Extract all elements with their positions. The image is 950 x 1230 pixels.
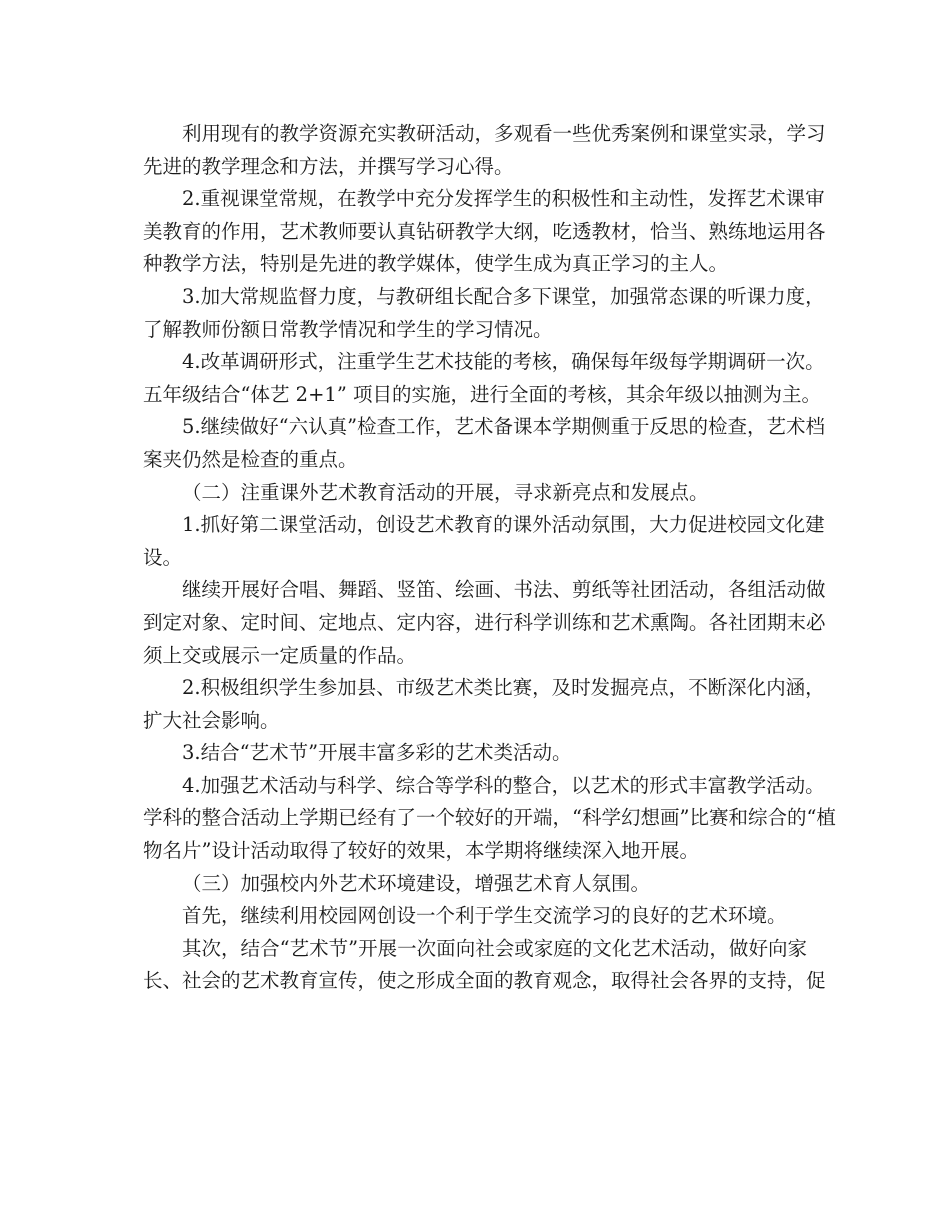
- paragraph: [143, 346, 825, 411]
- paragraph-line: 4.加强艺术活动与科学、综合等学科的整合，以艺术的形式丰富教学活动。: [182, 773, 825, 797]
- paragraph-line: 3.结合“艺术节”开展丰富多彩的艺术类活动。: [182, 741, 572, 765]
- paragraph: [143, 411, 826, 476]
- paragraph: [143, 900, 807, 933]
- paragraph-line: （三）加强校内外艺术环境建设，增强艺术育人氛围。: [182, 871, 651, 895]
- paragraph: [143, 737, 807, 770]
- paragraph-line: 种教学方法，特别是先进的教学媒体，使学生成为真正学习的主人。: [143, 252, 729, 276]
- paragraph-line: 5.继续做好“六认真”检查工作，艺术备课本学期侧重于反思的检查，艺术档: [182, 415, 826, 439]
- paragraph-line: 2.积极组织学生参加县、市级艺术类比赛，及时发掘亮点，不断深化内涵，: [182, 676, 825, 700]
- paragraph: [143, 770, 836, 868]
- paragraph: [143, 672, 825, 737]
- paragraph-line: 长、社会的艺术教育宣传，使之形成全面的教育观念，取得社会各界的支持，促: [143, 969, 826, 993]
- paragraph-line: 学科的整合活动上学期已经有了一个较好的开端，“科学幻想画”比赛和综合的“植: [143, 806, 836, 830]
- paragraph: [143, 574, 826, 672]
- paragraph-line: 扩大社会影响。: [143, 708, 280, 732]
- paragraph: [143, 868, 807, 901]
- paragraph-line: （二）注重课外艺术教育活动的开展，寻求新亮点和发展点。: [182, 480, 709, 504]
- paragraph-line: 五年级结合“体艺 2+1” 项目的实施，进行全面的考核，其余年级以抽测为主。: [143, 382, 821, 406]
- paragraph: [143, 933, 826, 998]
- paragraph: [143, 183, 826, 281]
- paragraph-line: 利用现有的教学资源充实教研活动，多观看一些优秀案例和课堂实录，学习: [182, 122, 826, 145]
- paragraph-line: 首先，继续利用校园网创设一个利于学生交流学习的良好的艺术环境。: [182, 904, 787, 928]
- paragraph: [143, 477, 807, 510]
- paragraph-line: 了解教师份额日常教学情况和学生的学习情况。: [143, 317, 553, 341]
- paragraph-line: 须上交或展示一定质量的作品。: [143, 643, 417, 667]
- paragraph-line: 到定对象、定时间、定地点、定内容，进行科学训练和艺术熏陶。各社团期末必: [143, 610, 826, 634]
- paragraph-line: 先进的教学理念和方法，并撰写学习心得。: [143, 154, 514, 178]
- paragraph-line: 3.加大常规监督力度，与教研组长配合多下课堂，加强常态课的听课力度，: [182, 284, 825, 308]
- paragraph-line: 2.重视课堂常规，在教学中充分发挥学生的积极性和主动性，发挥艺术课审: [182, 187, 825, 211]
- paragraph-line: 1.抓好第二课堂活动，创设艺术教育的课外活动氛围，大力促进校园文化建: [182, 513, 825, 537]
- paragraph-line: 美教育的作用，艺术教师要认真钻研教学大纲，吃透教材，恰当、熟练地运用各: [143, 219, 826, 243]
- paragraph-line: 设。: [143, 545, 183, 569]
- paragraph: [143, 509, 825, 574]
- paragraph-line: 4.改革调研形式，注重学生艺术技能的考核，确保每年级每学期调研一次。: [182, 350, 825, 374]
- paragraph: [143, 281, 825, 346]
- paragraph-line: 物名片”设计活动取得了较好的效果，本学期将继续深入地开展。: [143, 839, 699, 863]
- paragraph-line: 案夹仍然是检查的重点。: [143, 447, 358, 471]
- paragraph-line: 继续开展好合唱、舞蹈、竖笛、绘画、书法、剪纸等社团活动，各组活动做: [182, 578, 826, 602]
- paragraph: [143, 118, 826, 183]
- document-body: [143, 118, 836, 998]
- paragraph-line: 其次，结合“艺术节”开展一次面向社会或家庭的文化艺术活动，做好向家: [182, 936, 807, 960]
